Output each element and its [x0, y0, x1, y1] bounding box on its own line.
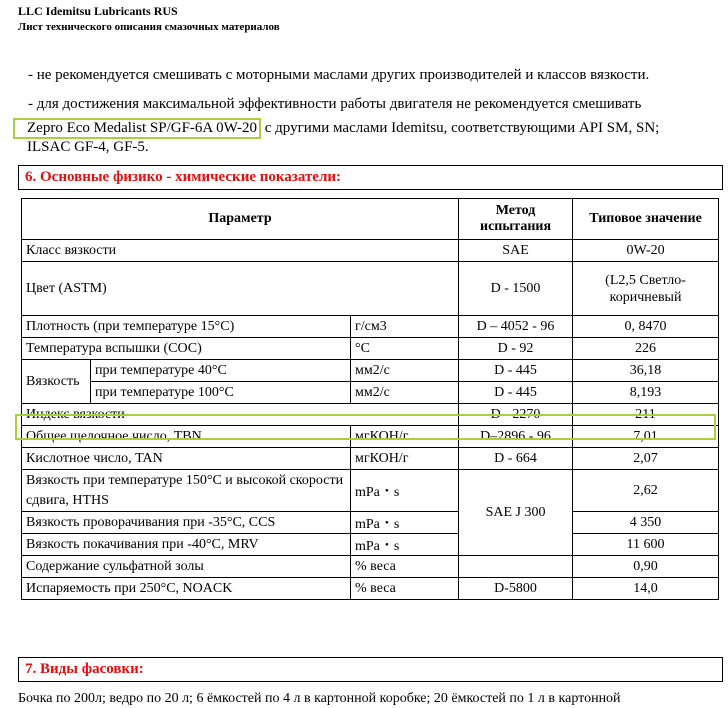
header-typical: Типовое значение	[573, 199, 719, 240]
company-name: LLC Idemitsu Lubricants RUS	[18, 4, 178, 18]
note-line-2b-rest: с другими маслами Idemitsu, соответствующими API SM, SN;	[260, 120, 660, 136]
cell-method: D - 664	[459, 448, 573, 470]
cell-param: Температура вспышки (СОС)	[22, 338, 351, 360]
cell-value: 226	[573, 338, 719, 360]
cell-param: Кислотное число, TAN	[22, 448, 351, 470]
cell-param: Класс вязкости	[22, 240, 459, 262]
cell-value: 2,07	[573, 448, 719, 470]
cell-method	[459, 556, 573, 578]
document-title: Лист технического описания смазочных материалов	[18, 21, 280, 33]
cell-value: (L2,5 Светло-коричневый	[573, 262, 719, 316]
note-line-1: - не рекомендуется смешивать с моторными маслами других производителей и классов вязкости.	[28, 67, 650, 83]
cell-value: 8,193	[573, 382, 719, 404]
cell-method: D – 4052 - 96	[459, 316, 573, 338]
cell-unit: °С	[351, 338, 459, 360]
cell-method: SAE	[459, 240, 573, 262]
note-line-2: - для достижения максимальной эффективности работы двигателя не рекомендуется смешивать	[28, 96, 642, 112]
product-name-highlight: Zepro Eco Medalist SP/GF-6A 0W-20	[13, 118, 261, 139]
cell-param-group: Вязкость	[22, 360, 91, 404]
cell-param: Испаряемость при 250°С, NOACK	[22, 578, 351, 600]
cell-param: при температуре 40°С	[91, 360, 351, 382]
cell-unit: г/см3	[351, 316, 459, 338]
cell-param: Вязкость при температуре 150°С и высокой скорости сдвига, HTHS	[22, 470, 351, 512]
header-method: Метод испытания	[459, 199, 573, 240]
cell-param: Индекс вязкости	[22, 404, 459, 426]
cell-unit: % веса	[351, 578, 459, 600]
cell-unit: мгКОН/г	[351, 448, 459, 470]
cell-value: 211	[573, 404, 719, 426]
cell-unit: мм2/с	[351, 382, 459, 404]
cell-value: 0,90	[573, 556, 719, 578]
cell-method: D - 2270	[459, 404, 573, 426]
cell-value: 2,62	[573, 470, 719, 512]
cell-value: 14,0	[573, 578, 719, 600]
cell-value: 11 600	[573, 534, 719, 556]
cell-method: D - 445	[459, 360, 573, 382]
cell-param: при температуре 100°С	[91, 382, 351, 404]
header-param: Параметр	[22, 199, 459, 240]
cell-method: D–2896 - 96	[459, 426, 573, 448]
note-line-2b	[27, 118, 659, 139]
cell-method: D-5800	[459, 578, 573, 600]
cell-value: 7,01	[573, 426, 719, 448]
cell-unit: % веса	[351, 556, 459, 578]
cell-param: Цвет (ASTM)	[22, 262, 459, 316]
section-6-heading: 6. Основные физико - химические показатели:	[18, 165, 723, 190]
cell-param: Плотность (при температуре 15°С)	[22, 316, 351, 338]
note-line-3: ILSAC GF-4, GF-5.	[27, 139, 149, 155]
cell-param: Вязкость проворачивания при -35°С, CCS	[22, 512, 351, 534]
cell-value: 0, 8470	[573, 316, 719, 338]
cell-param: Вязкость покачивания при -40°С, MRV	[22, 534, 351, 556]
cell-value: 0W-20	[573, 240, 719, 262]
packaging-text: Бочка по 200л; ведро по 20 л; 6 ёмкостей по 4 л в картонной коробке; 20 ёмкостей по 1 л в картонной	[18, 691, 621, 706]
cell-param: Общее щелочное число, TBN	[22, 426, 351, 448]
cell-value: 4 350	[573, 512, 719, 534]
cell-unit: мгКОН/г	[351, 426, 459, 448]
cell-method-merged: SAE J 300	[459, 470, 573, 556]
cell-value: 36,18	[573, 360, 719, 382]
cell-method: D - 445	[459, 382, 573, 404]
cell-unit: mPa・s	[351, 470, 459, 512]
cell-unit: мм2/с	[351, 360, 459, 382]
cell-param: Содержание сульфатной золы	[22, 556, 351, 578]
cell-unit: mPa・s	[351, 512, 459, 534]
spec-table	[21, 198, 719, 600]
cell-method: D - 92	[459, 338, 573, 360]
cell-unit: mPa・s	[351, 534, 459, 556]
section-7-heading: 7. Виды фасовки:	[18, 657, 723, 682]
cell-method: D - 1500	[459, 262, 573, 316]
